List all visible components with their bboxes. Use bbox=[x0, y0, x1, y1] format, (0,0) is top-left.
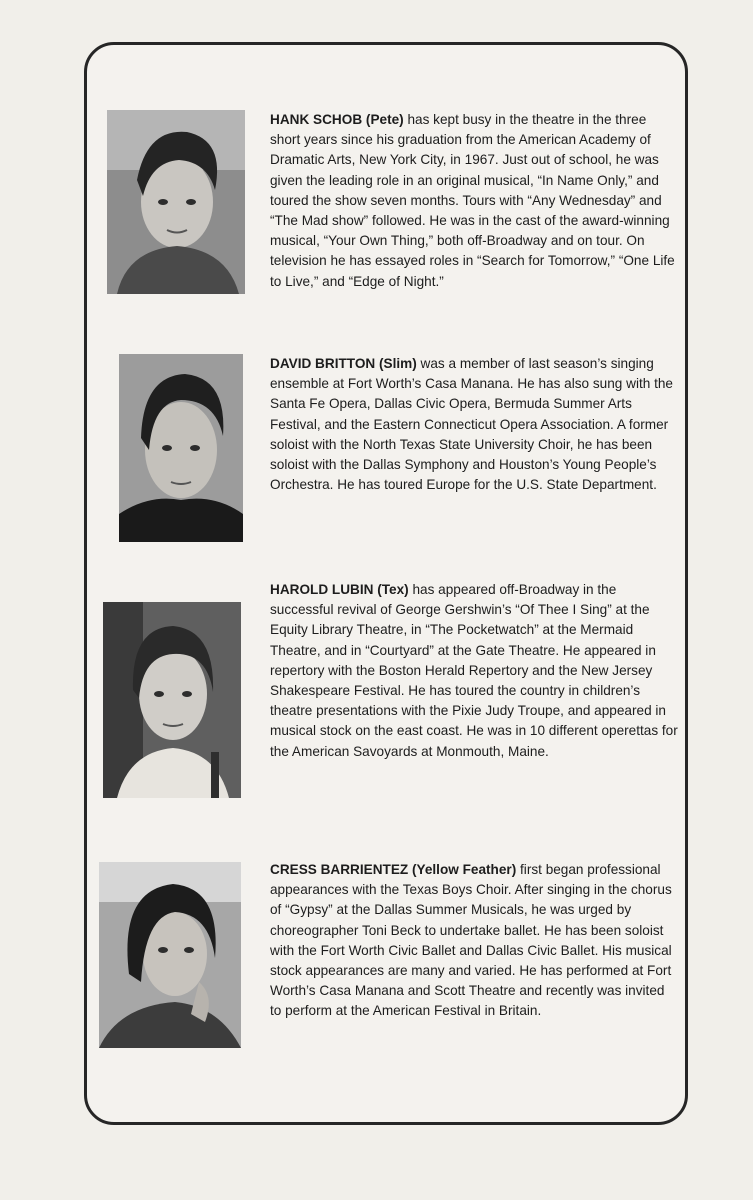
portrait-photo bbox=[99, 862, 241, 1048]
bio-text bbox=[270, 580, 678, 762]
bio-text bbox=[270, 860, 678, 1022]
bio-body: has kept busy in the theatre in the three short years since his graduation from the American Academy of Dramatic Arts, New York City, in 1967. Just out of school, he was given the leading role in an original musical, “In Name Only,” and toured the show seven months. Tours with “Any Wednesday” and “The Mad show” followed. He was in the cast of the award-winning musical, “Your Own Thing,” both off-Broadway and on tour. On television he has essayed roles in “Search for Tomorrow,” “One Life to Live,” and “Edge of Night.” bbox=[270, 112, 675, 289]
bio-body: was a member of last season’s singing ensemble at Fort Worth’s Casa Manana. He has also sung with the Santa Fe Opera, Dallas Civic Opera, Bermuda Summer Arts Festival, and the Eastern Connecticut Opera Association. A former soloist with the North Texas State University Choir, he has been soloist with the Dallas Symphony and Houston’s Young People’s Orchestra. He has toured Europe for the U.S. State Department. bbox=[270, 356, 673, 493]
portrait-photo bbox=[107, 110, 245, 294]
actor-name: HANK SCHOB (Pete) bbox=[270, 112, 404, 127]
actor-name: DAVID BRITTON (Slim) bbox=[270, 356, 417, 371]
portrait-photo bbox=[119, 354, 243, 542]
bio-body: has appeared off-Broadway in the successful revival of George Gershwin’s “Of Thee I Sing” at the Equity Library Theatre, in “The Pocketwatch” at the Mermaid Theatre, and in “Courtyard” at the Gate Theatre. He appeared in repertory with the Boston Herald Repertory and the New Jersey Shakespeare Festival. He has toured the country in children’s theatre presentations with the Pixie Judy Troupe, and appeared in musical stock on the east coast. He was in 10 different operettas for the American Savoyards at Monmouth, Maine. bbox=[270, 582, 678, 759]
portrait-photo bbox=[103, 602, 241, 798]
bio-body: first began professional appearances with the Texas Boys Choir. After singing in the chorus of “Gypsy” at the Dallas Summer Musicals, he was urged by choreographer Toni Beck to undertake ballet. He has been soloist with the Fort Worth Civic Ballet and Dallas Civic Ballet. His musical stock appearances are many and varied. He has performed at Fort Worth’s Casa Manana and Scott Theatre and recently was invited to perform at the American Festival in Britain. bbox=[270, 862, 672, 1019]
actor-name: HAROLD LUBIN (Tex) bbox=[270, 582, 409, 597]
bio-text bbox=[270, 354, 678, 495]
bio-text bbox=[270, 110, 678, 292]
actor-name: CRESS BARRIENTEZ (Yellow Feather) bbox=[270, 862, 517, 877]
